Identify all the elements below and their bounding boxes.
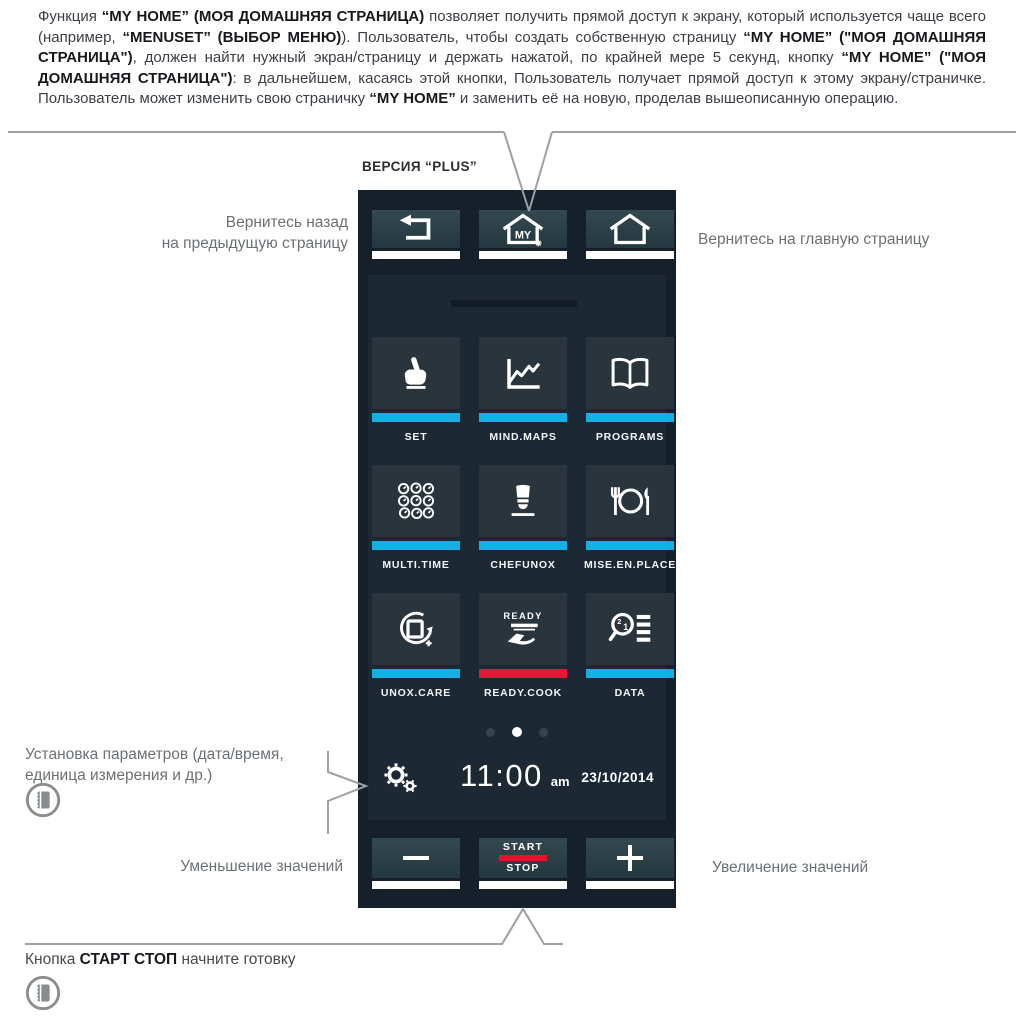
svg-text:READY: READY xyxy=(503,611,543,621)
chart-icon xyxy=(503,354,543,392)
tile-ready-cook[interactable] xyxy=(479,593,567,699)
time-display: 11:00 xyxy=(460,758,543,793)
start-stop-caption: Кнопка СТАРТ СТОП начните готовку xyxy=(25,951,296,968)
multi-clock-icon xyxy=(397,482,435,520)
tile-mind-maps[interactable] xyxy=(479,337,567,443)
tile-label: CHEFUNOX xyxy=(490,559,556,571)
tile-label: UNOX.CARE xyxy=(380,687,452,699)
manual-book-icon xyxy=(24,781,62,824)
tile-bar xyxy=(372,413,460,422)
page-dot-1[interactable] xyxy=(486,728,495,737)
touch-screen xyxy=(368,275,677,820)
annotation-increase: Увеличение значений xyxy=(712,859,869,876)
tile-bar xyxy=(479,413,567,422)
magnifier-list-icon xyxy=(607,610,653,648)
tile-bar xyxy=(586,541,674,550)
tile-label: MIND.MAPS xyxy=(489,431,557,443)
set-hand-icon xyxy=(397,354,435,392)
intro-paragraph: Функция “MY HOME” (МОЯ ДОМАШНЯЯ СТРАНИЦА) позволяет получить прямой доступ к экрану, который используется чаще всего (например, “MENUSET” (ВЫБОР МЕНЮ)). Пользователь, чтобы создать собственную страницу “MY HOME” ("МОЯ ДОМАШНЯЯ СТРАНИЦА"), должен найти нужный экран/страницу и держать нажатой, по крайней мере 5 секунд, кнопку “MY HOME” ("МОЯ ДОМАШНЯЯ СТРАНИЦА"): в дальнейшем, касаясь этой кнопки, Пользователь получает прямой доступ к этому экрану/страничке. Пользователь может изменить свою страничку “MY HOME” и заменить её на новую, проделав вышеописанную операцию. xyxy=(38,8,987,108)
minus-button[interactable] xyxy=(372,838,460,878)
tile-programs[interactable] xyxy=(586,337,674,443)
status-row xyxy=(368,758,666,802)
plus-underline xyxy=(586,881,674,889)
nav-home xyxy=(586,210,674,259)
tile-label: MISE.EN.PLACE xyxy=(583,559,677,571)
bottom-rule-caret xyxy=(25,909,563,944)
back-button[interactable] xyxy=(372,210,460,248)
page-indicator xyxy=(486,727,548,737)
oven-control-panel xyxy=(358,190,676,908)
tile-label: MULTI.TIME xyxy=(382,559,450,571)
meridiem-label: am xyxy=(550,774,570,789)
svg-text:2: 2 xyxy=(617,617,622,627)
tile-multi-time[interactable] xyxy=(372,465,460,571)
nav-back xyxy=(372,210,460,259)
back-icon xyxy=(393,214,439,244)
home-underline xyxy=(586,251,674,259)
book-icon xyxy=(607,355,653,391)
my-home-icon xyxy=(496,211,550,247)
version-label: ВЕРСИЯ “PLUS” xyxy=(362,159,478,174)
page-dot-3[interactable] xyxy=(539,728,548,737)
tile-label: DATA xyxy=(614,687,646,699)
tile-label: PROGRAMS xyxy=(595,431,665,443)
tile-label: SET xyxy=(404,431,428,443)
plate-cutlery-icon xyxy=(607,483,653,519)
tile-set[interactable] xyxy=(372,337,460,443)
nav-my-home xyxy=(479,210,567,259)
my-home-underline xyxy=(479,251,567,259)
start-stop-red-bar xyxy=(499,855,547,861)
tile-label: READY.COOK xyxy=(483,687,563,699)
start-stop-underline xyxy=(479,881,567,889)
refresh-square-icon xyxy=(396,609,436,649)
clock xyxy=(460,758,570,794)
tile-bar xyxy=(372,541,460,550)
my-home-button[interactable] xyxy=(479,210,567,248)
plus-icon xyxy=(617,845,643,871)
tile-chefunox[interactable] xyxy=(479,465,567,571)
settings-button[interactable] xyxy=(382,761,418,798)
chef-icon xyxy=(504,482,542,520)
start-stop-button[interactable] xyxy=(479,838,567,878)
tile-unox-care[interactable] xyxy=(372,593,460,699)
plus-button[interactable] xyxy=(586,838,674,878)
tile-bar xyxy=(479,541,567,550)
stop-label: STOP xyxy=(506,862,540,874)
svg-text:1: 1 xyxy=(623,621,629,632)
tile-bar xyxy=(479,669,567,678)
tile-bar xyxy=(586,669,674,678)
back-underline xyxy=(372,251,460,259)
minus-underline xyxy=(372,881,460,889)
annotation-home: Вернитесь на главную страницу xyxy=(698,231,930,248)
page-dot-2-active[interactable] xyxy=(512,727,522,737)
hand-tray-icon xyxy=(499,609,547,649)
screen-faint-text xyxy=(451,300,577,307)
annotation-decrease: Уменьшение значений xyxy=(180,858,343,875)
tile-bar xyxy=(586,413,674,422)
start-stop-control xyxy=(479,838,567,889)
increase-control xyxy=(586,838,674,889)
home-button[interactable] xyxy=(586,210,674,248)
gear-icon xyxy=(382,761,418,793)
decrease-control xyxy=(372,838,460,889)
tile-bar xyxy=(372,669,460,678)
svg-text:MY: MY xyxy=(514,229,532,242)
manual-book-icon xyxy=(24,974,62,1017)
tile-data[interactable] xyxy=(586,593,674,699)
annotation-params: Установка параметров (дата/время, единица измерения и др.) xyxy=(25,746,284,784)
minus-icon xyxy=(403,855,429,861)
annotation-back: Вернитесь назад на предыдущую страницу xyxy=(161,214,348,252)
home-icon xyxy=(603,211,657,247)
tile-mise-en-place[interactable] xyxy=(583,465,677,571)
start-label: START xyxy=(502,841,544,853)
date-display: 23/10/2014 xyxy=(581,770,654,785)
